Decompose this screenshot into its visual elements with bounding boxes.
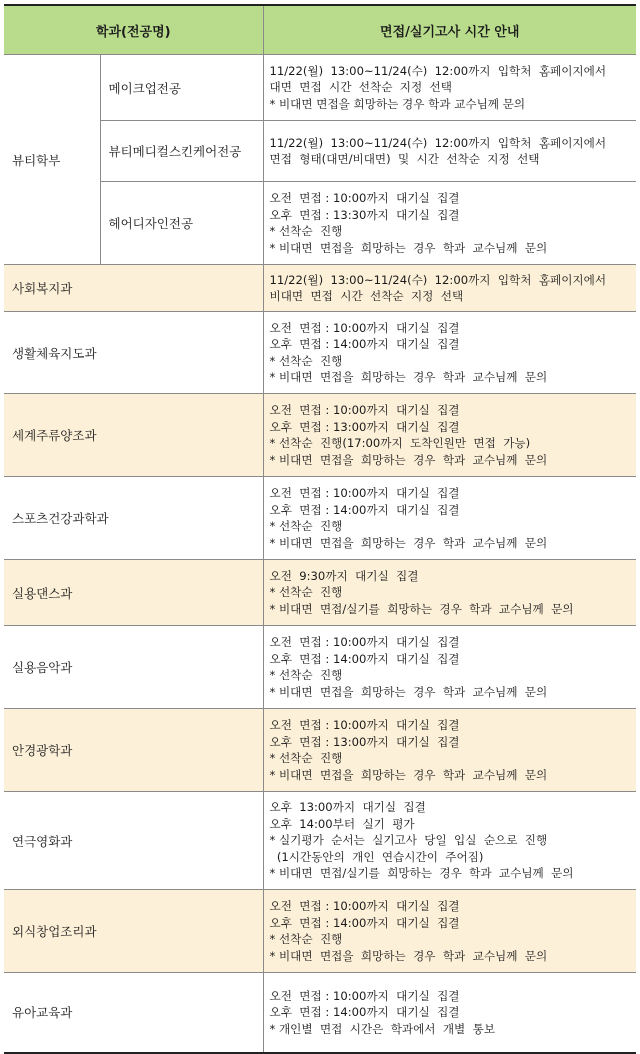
table-row (4, 792, 636, 890)
table-row (4, 709, 636, 792)
schedule-info-line: * 비대면 면접/실기를 희망하는 경우 학과 교수님께 문의 (269, 866, 574, 881)
department-name: 세계주류양조과 (4, 394, 263, 477)
schedule-info-line: * 실기평가 순서는 실기고사 당일 입실 순으로 진행 (269, 833, 548, 848)
table-row (4, 560, 636, 626)
schedule-info-line: * 비대면 면접을 희망하는 경우 학과 교수님께 문의 (269, 240, 548, 255)
schedule-info-cell (263, 312, 636, 394)
interview-schedule-table (4, 4, 636, 1054)
schedule-info-line: 오전 면접 : 10:00까지 대기실 집결 (269, 320, 460, 335)
schedule-info-line: * 비대면 면접을 희망하는 경우 학과 교수님께 문의 (269, 370, 548, 384)
schedule-info-line: 오전 면접 : 10:00까지 대기실 집결 (269, 403, 460, 417)
schedule-info-line: * 선착순 진행 (269, 224, 343, 238)
schedule-info-cell (263, 394, 636, 477)
department-name: 스포츠건강과학과 (4, 477, 263, 560)
table-row (4, 477, 636, 560)
schedule-info-cell (263, 477, 636, 560)
schedule-info-line: * 선착순 진행(17:00까지 도착인원만 면접 가능) (269, 436, 531, 450)
schedule-info-line: (1시간동안의 개인 연습시간이 주어짐) (269, 849, 484, 864)
department-name: 생활체육지도과 (4, 312, 263, 394)
table-row (4, 55, 636, 121)
department-name: 외식창업조리과 (4, 890, 263, 973)
schedule-info-line: * 비대면 면접/실기를 희망하는 경우 학과 교수님께 문의 (269, 601, 574, 616)
schedule-info-line: * 비대면 면접을 희망하는 경우 학과 교수님께 문의 (269, 767, 548, 782)
schedule-info-cell (263, 626, 636, 709)
department-name: 안경광학과 (4, 709, 263, 792)
schedule-info-cell (263, 55, 636, 121)
schedule-info-line: 11/22(월) 13:00~11/24(수) 12:00까지 입학처 홈페이지에서 (269, 272, 607, 287)
schedule-info-cell (263, 182, 636, 265)
schedule-info-line: 면접 형태(대면/비대면) 및 시간 선착순 지정 선택 (269, 152, 540, 166)
schedule-info-line: 비대면 면접 시간 선착순 지정 선택 (269, 289, 464, 303)
department-name: 유아교육과 (4, 973, 263, 1053)
schedule-info-line: * 비대면 면접을 희망하는 경우 학과 교수님께 문의 (269, 452, 548, 467)
schedule-info-cell (263, 121, 636, 182)
schedule-info-line: 오후 13:00까지 대기실 집결 (269, 800, 426, 815)
schedule-info-line: * 비대면 면접을 희망하는 경우 학과 교수님께 문의 (269, 535, 548, 550)
department-name: 뷰티학부 (4, 55, 100, 265)
table-row (4, 265, 636, 312)
schedule-info-line: * 비대면 면접을 희망하는 경우 학과 교수님께 문의 (269, 948, 548, 963)
schedule-info-line: 오전 면접 : 10:00까지 대기실 집결 (269, 635, 460, 649)
schedule-info-cell (263, 709, 636, 792)
table-row (4, 312, 636, 394)
schedule-info-cell (263, 265, 636, 312)
schedule-info-line: 대면 면접 시간 선착순 지정 선택 (269, 80, 452, 95)
department-name: 사회복지과 (4, 265, 263, 312)
schedule-info-line: 오전 면접 : 10:00까지 대기실 집결 (269, 718, 460, 732)
table-row (4, 890, 636, 973)
schedule-info-line: * 선착순 진행 (269, 585, 343, 600)
major-name: 뷰티메디컬스킨케어전공 (100, 121, 263, 182)
table-row (4, 394, 636, 477)
schedule-info-line: 오후 면접 : 14:00까지 대기실 집결 (269, 651, 460, 666)
schedule-info-line: * 선착순 진행 (269, 668, 343, 682)
schedule-info-line: * 선착순 진행 (269, 932, 343, 946)
schedule-info-line: 오전 면접 : 10:00까지 대기실 집결 (269, 191, 460, 205)
table-body (4, 55, 636, 1053)
schedule-info-line: 오후 면접 : 14:00까지 대기실 집결 (269, 337, 460, 351)
schedule-info-line: 오전 9:30까지 대기실 집결 (269, 568, 419, 583)
major-name: 헤어디자인전공 (100, 182, 263, 265)
schedule-info-line: 오후 면접 : 14:00까지 대기실 집결 (269, 1005, 460, 1019)
schedule-info-cell (263, 973, 636, 1053)
schedule-info-line: 오후 면접 : 13:00까지 대기실 집결 (269, 419, 460, 434)
table-row (4, 626, 636, 709)
header-schedule: 면접/실기고사 시간 안내 (263, 5, 636, 55)
header-department: 학과(전공명) (4, 5, 263, 55)
schedule-info-line: * 비대면 면접을 희망하는 경우 학과 교수님께 문의 (269, 684, 548, 699)
schedule-info-line: 11/22(월) 13:00~11/24(수) 12:00까지 입학처 홈페이지에서 (269, 135, 607, 150)
schedule-info-cell (263, 890, 636, 973)
department-name: 실용음악과 (4, 626, 263, 709)
schedule-info-line: * 선착순 진행 (269, 353, 343, 368)
major-name: 메이크업전공 (100, 55, 263, 121)
schedule-info-line: * 선착순 진행 (269, 751, 343, 765)
schedule-info-line: 오후 면접 : 14:00까지 대기실 집결 (269, 915, 460, 930)
schedule-info-line: 오후 면접 : 13:30까지 대기실 집결 (269, 207, 460, 222)
schedule-info-line: 오전 면접 : 10:00까지 대기실 집결 (269, 988, 460, 1003)
schedule-info-line: 11/22(월) 13:00~11/24(수) 12:00까지 입학처 홈페이지에서 (269, 63, 607, 78)
schedule-info-line: * 선착순 진행 (269, 519, 343, 533)
table-header-row (4, 5, 636, 55)
schedule-info-line: 오후 14:00부터 실기 평가 (269, 816, 415, 831)
table-row (4, 973, 636, 1053)
department-name: 실용댄스과 (4, 560, 263, 626)
schedule-info-line: 오후 면접 : 13:00까지 대기실 집결 (269, 734, 460, 749)
schedule-info-line: * 개인별 면접 시간은 학과에서 개별 통보 (269, 1021, 496, 1036)
schedule-info-line: 오전 면접 : 10:00까지 대기실 집결 (269, 486, 460, 500)
schedule-info-line: 오후 면접 : 14:00까지 대기실 집결 (269, 502, 460, 517)
schedule-info-cell (263, 792, 636, 890)
schedule-info-cell (263, 560, 636, 626)
schedule-info-line: 오전 면접 : 10:00까지 대기실 집결 (269, 899, 460, 913)
department-name: 연극영화과 (4, 792, 263, 890)
schedule-info-line: * 비대면 면접을 희망하는 경우 학과 교수님께 문의 (269, 96, 526, 111)
